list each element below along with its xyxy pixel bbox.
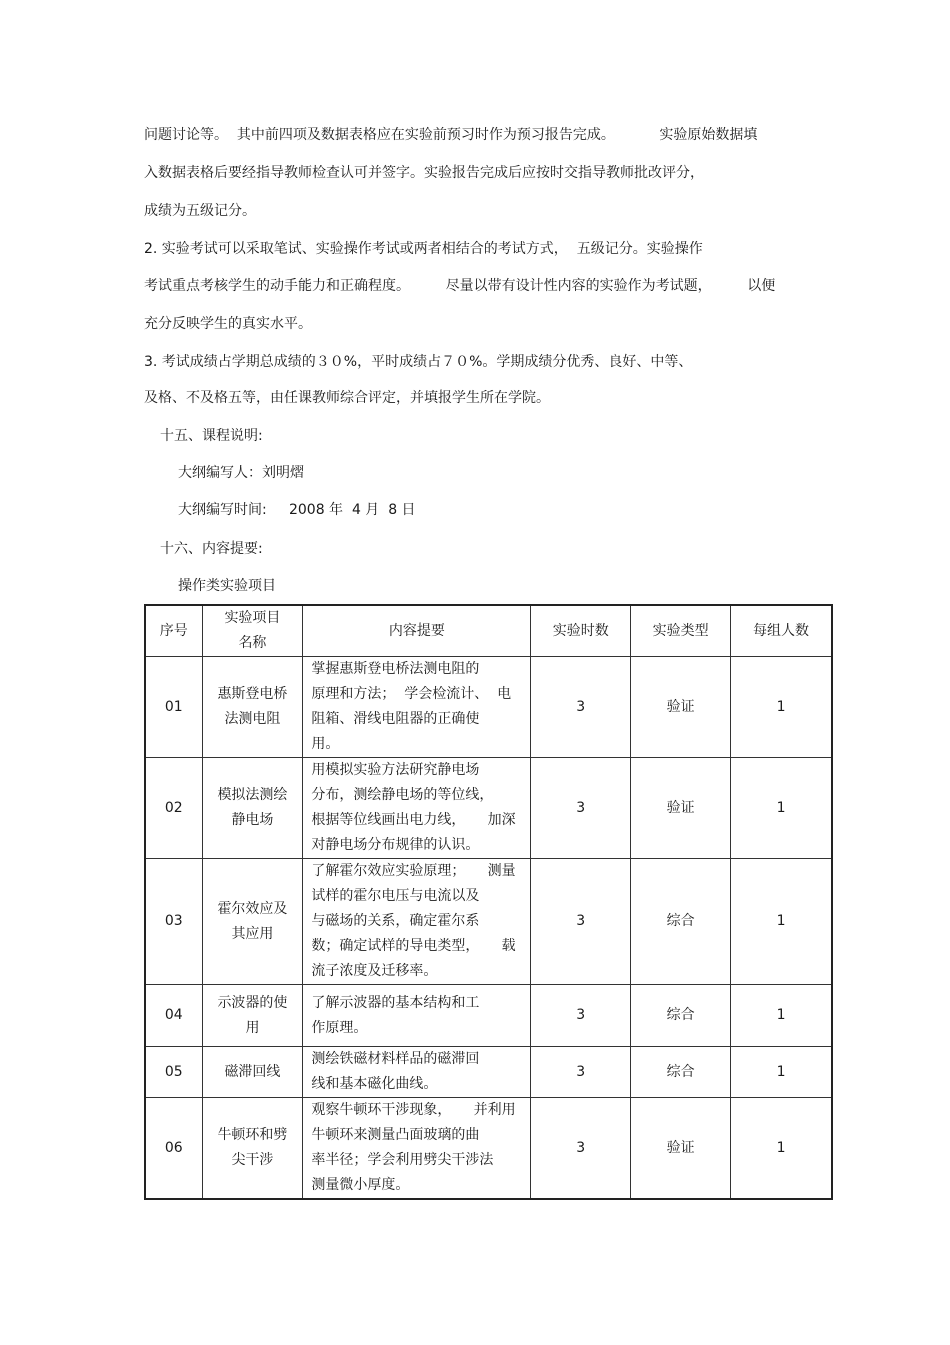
cell-group: 1: [731, 859, 832, 985]
paragraph-line-1: 问题讨论等。 其中前四项及数据表格应在实验前预习时作为预习报告完成。 实验原始数据填: [144, 127, 758, 143]
cell-name-line: 霍尔效应及: [217, 900, 288, 917]
date-line: 大纲编写时间: 2008 年 4 月 8 日: [178, 502, 416, 518]
cell-name-line: 尖干涉: [231, 1152, 274, 1168]
cell-group: 1: [731, 657, 832, 758]
cell-name: [202, 657, 303, 758]
cell-summary: [303, 859, 531, 985]
cell-hours: 3: [531, 1098, 631, 1200]
cell-hours: 3: [531, 859, 631, 985]
cell-hours: 3: [531, 985, 631, 1047]
cell-name-line: 牛顿环和劈: [217, 1127, 288, 1143]
cell-summary: [303, 1047, 531, 1098]
cell-seq: 01: [145, 657, 202, 758]
cell-seq: 02: [145, 758, 202, 859]
cell-summary-line: 阻箱、滑线电阻器的正确使: [311, 711, 480, 727]
header-type: 实验类型: [631, 605, 731, 657]
cell-summary-line: 用模拟实验方法研究静电场: [311, 762, 480, 778]
cell-type: 验证: [631, 758, 731, 859]
cell-name-line: 示波器的使: [217, 994, 288, 1011]
table-caption: 操作类实验项目: [178, 578, 276, 594]
cell-summary-line: 观察牛顿环干涉现象， 并利用: [311, 1102, 516, 1118]
paragraph-line-2: 入数据表格后要经指导教师检查认可并签字。实验报告完成后应按时交指导教师批改评分，: [144, 165, 704, 181]
author-line: 大纲编写人：刘明熠: [178, 465, 304, 481]
cell-summary-line: 了解示波器的基本结构和工: [311, 994, 480, 1011]
cell-group: 1: [731, 1047, 832, 1098]
cell-summary-line: 原理和方法； 学会检流计、 电: [311, 686, 512, 702]
header-name: [202, 605, 303, 657]
cell-summary: [303, 657, 531, 758]
cell-name: [202, 985, 303, 1047]
cell-summary-line: 线和基本磁化曲线。: [311, 1076, 438, 1092]
paragraph-line-6: 充分反映学生的真实水平。: [144, 316, 312, 332]
cell-name: [202, 859, 303, 985]
header-name-line2: 名称: [238, 635, 267, 651]
section16-heading: 十六、内容提要:: [160, 541, 263, 557]
paragraph-line-3: 成绩为五级记分。: [144, 203, 256, 219]
header-name-line1: 实验项目: [224, 610, 281, 626]
cell-summary-line: 与磁场的关系，确定霍尔系: [311, 913, 480, 929]
table-row: [145, 985, 832, 1047]
cell-name-line: 用: [245, 1019, 260, 1036]
paragraph-line-7: 3. 考试成绩占学期总成绩的３０%，平时成绩占７０%。学期成绩分优秀、良好、中等、: [144, 354, 693, 370]
table-row: [145, 1098, 832, 1200]
cell-summary: [303, 1098, 531, 1200]
cell-type: 验证: [631, 657, 731, 758]
cell-summary-line: 了解霍尔效应实验原理； 测量: [311, 863, 516, 879]
cell-summary-line: 掌握惠斯登电桥法测电阻的: [311, 661, 480, 677]
cell-summary: [303, 758, 531, 859]
header-group: 每组人数: [731, 605, 832, 657]
cell-summary-line: 牛顿环来测量凸面玻璃的曲: [311, 1127, 480, 1143]
paragraph-line-5: 考试重点考核学生的动手能力和正确程度。 尽量以带有设计性内容的实验作为考试题， 以便: [144, 278, 776, 294]
table-row: [145, 657, 832, 758]
table-row: [145, 859, 832, 985]
cell-summary: [303, 985, 531, 1047]
cell-hours: 3: [531, 1047, 631, 1098]
header-summary: 内容提要: [303, 605, 531, 657]
cell-name-line: 静电场: [231, 812, 274, 828]
cell-summary-line: 测量微小厚度。: [311, 1177, 410, 1193]
cell-summary-line: 试样的霍尔电压与电流以及: [311, 888, 480, 904]
cell-seq: 03: [145, 859, 202, 985]
cell-summary-line: 率半径；学会利用劈尖干涉法: [311, 1152, 494, 1168]
paragraph-line-8: 及格、不及格五等，由任课教师综合评定，并填报学生所在学院。: [144, 390, 550, 406]
cell-name-line: 惠斯登电桥: [217, 686, 288, 702]
cell-summary-line: 流子浓度及迁移率。: [311, 963, 438, 979]
cell-type: 综合: [631, 859, 731, 985]
cell-name: [202, 1098, 303, 1200]
header-seq: 序号: [145, 605, 202, 657]
cell-group: 1: [731, 1098, 832, 1200]
table-row: [145, 1047, 832, 1098]
cell-seq: 05: [145, 1047, 202, 1098]
paragraph-line-4: 2. 实验考试可以采取笔试、实验操作考试或两者相结合的考试方式， 五级记分。实验操作: [144, 241, 703, 257]
cell-summary-line: 根据等位线画出电力线， 加深: [311, 812, 516, 828]
cell-summary-line: 对静电场分布规律的认识。: [311, 837, 480, 853]
cell-summary-line: 用。: [311, 736, 340, 752]
cell-group: 1: [731, 758, 832, 859]
cell-hours: 3: [531, 657, 631, 758]
cell-summary-line: 数；确定试样的导电类型， 载: [311, 938, 516, 954]
cell-name: [202, 758, 303, 859]
section15-heading: 十五、课程说明:: [160, 428, 263, 444]
cell-seq: 04: [145, 985, 202, 1047]
cell-name-line: 法测电阻: [224, 711, 281, 727]
cell-name-line: 磁滞回线: [224, 1063, 281, 1080]
cell-summary-line: 测绘铁磁材料样品的磁滞回: [311, 1051, 480, 1067]
cell-type: 综合: [631, 1047, 731, 1098]
table-body: [145, 657, 832, 1200]
cell-type: 综合: [631, 985, 731, 1047]
table-header-row: [145, 605, 832, 657]
cell-summary-line: 作原理。: [311, 1019, 368, 1036]
cell-seq: 06: [145, 1098, 202, 1200]
header-hours: 实验时数: [531, 605, 631, 657]
cell-hours: 3: [531, 758, 631, 859]
cell-name-line: 其应用: [231, 925, 274, 942]
cell-summary-line: 分布，测绘静电场的等位线，: [311, 787, 494, 803]
cell-type: 验证: [631, 1098, 731, 1200]
cell-group: 1: [731, 985, 832, 1047]
experiment-table: [144, 604, 833, 1200]
cell-name: [202, 1047, 303, 1098]
cell-name-line: 模拟法测绘: [217, 787, 288, 803]
table-row: [145, 758, 832, 859]
